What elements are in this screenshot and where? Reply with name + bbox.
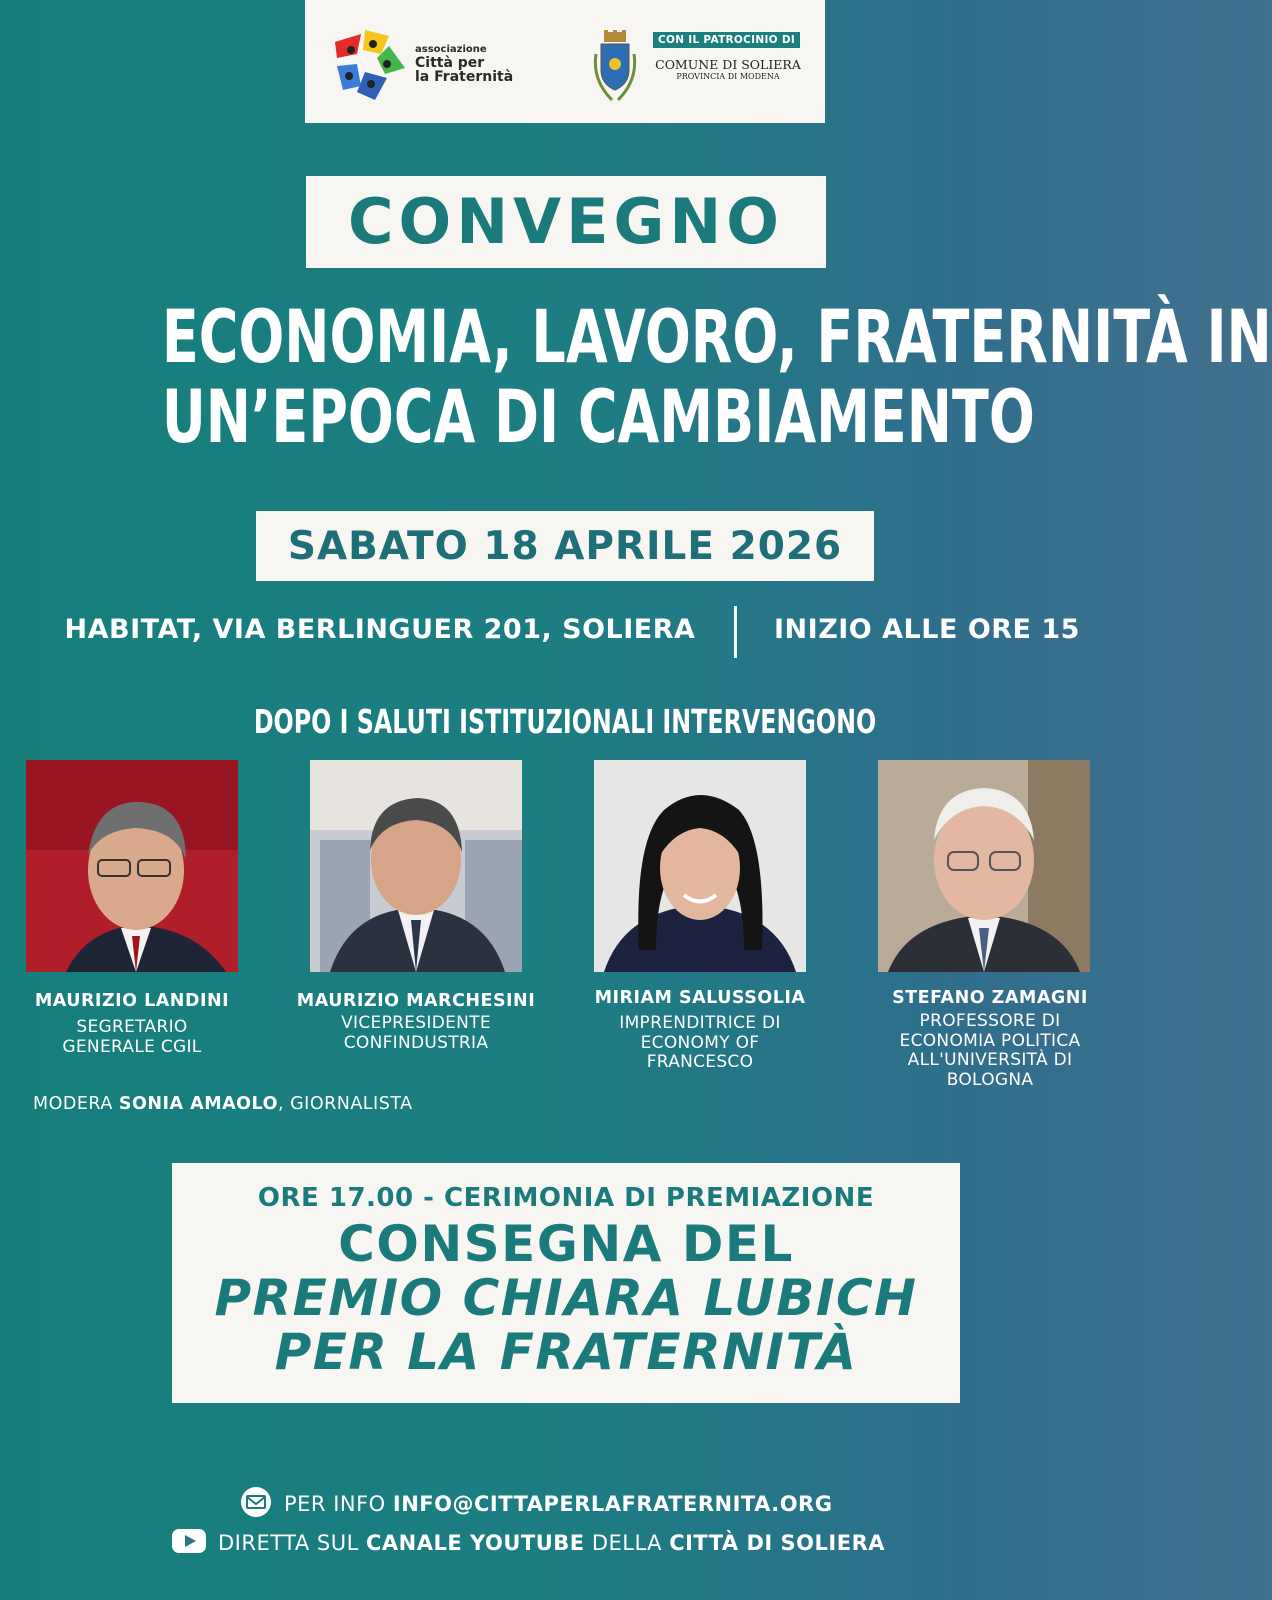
patronage-badge: CON IL PATROCINIO DI	[653, 32, 800, 48]
event-date-box	[256, 511, 874, 581]
moderator-name: SONIA AMAOLO	[118, 1094, 278, 1114]
speaker-name: MAURIZIO MARCHESINI	[296, 991, 536, 1011]
moderator-prefix: MODERA	[33, 1094, 113, 1114]
live-middle: DELLA	[591, 1531, 663, 1555]
event-title	[161, 295, 1272, 460]
livestream-line	[172, 1526, 932, 1560]
live-prefix: DIRETTA SUL	[218, 1531, 359, 1555]
live-city: CITTÀ DI SOLIERA	[669, 1531, 885, 1555]
speaker-role	[291, 1014, 541, 1053]
award-prize-line2: PER LA FRATERNITÀ	[274, 1323, 858, 1381]
speakers-heading: DOPO I SALUTI ISTITUZIONALI INTERVENGONO	[253, 702, 877, 741]
event-location: HABITAT, VIA BERLINGUER 201, SOLIERA	[64, 614, 696, 645]
speaker-role-line: CONFINDUSTRIA	[343, 1032, 489, 1053]
speaker-role	[575, 1014, 825, 1073]
speaker-role-line: ECONOMY OF	[640, 1032, 760, 1053]
speaker-role-line: BOLOGNA	[946, 1069, 1034, 1090]
event-type-box	[306, 176, 826, 268]
speaker-role-line: SEGRETARIO	[76, 1017, 188, 1037]
award-box	[172, 1163, 960, 1403]
speaker-photo-salussolia	[594, 760, 806, 972]
award-title: CONSEGNA DEL	[338, 1215, 794, 1273]
award-prize-line1: PREMIO CHIARA LUBICH	[214, 1269, 918, 1327]
coat-of-arms-icon	[590, 30, 640, 110]
event-date: SABATO 18 APRILE 2026	[287, 523, 843, 569]
speaker-role-line: ALL'UNIVERSITÀ DI	[907, 1050, 1073, 1070]
award-prize	[172, 1271, 960, 1379]
info-line	[240, 1487, 880, 1521]
speaker-role-line: ECONOMIA POLITICA	[899, 1030, 1081, 1051]
speaker-name: MAURIZIO LANDINI	[34, 991, 230, 1011]
event-title-line1: ECONOMIA, LAVORO, FRATERNITÀ IN	[161, 295, 1272, 380]
speaker-photo-landini	[26, 760, 238, 972]
speaker-role	[7, 1018, 257, 1057]
association-logo-icon	[327, 24, 407, 104]
speaker-photo-zamagni	[878, 760, 1090, 972]
association-line1: associazione	[415, 44, 487, 55]
speaker-name: STEFANO ZAMAGNI	[892, 988, 1088, 1008]
speaker-photo-marchesini	[310, 760, 522, 972]
award-time: ORE 17.00 - CERIMONIA DI PREMIAZIONE	[257, 1183, 875, 1213]
event-type: CONVEGNO	[348, 185, 784, 258]
province-name: PROVINCIA DI MODENA	[676, 72, 780, 81]
event-start-time: INIZIO ALLE ORE 15	[774, 614, 1080, 645]
contact-email[interactable]: INFO@CITTAPERLAFRATERNITA.ORG	[392, 1492, 833, 1516]
moderator	[33, 1094, 413, 1114]
speaker-role-line: PROFESSORE DI	[919, 1011, 1061, 1031]
speaker-role-line: VICEPRESIDENTE	[341, 1013, 491, 1033]
header-logo-box	[305, 0, 825, 123]
event-title-line2: UN’EPOCA DI CAMBIAMENTO	[161, 375, 1035, 460]
speaker-role	[865, 1012, 1115, 1090]
email-icon	[240, 1486, 272, 1523]
location-divider	[734, 606, 737, 658]
municipality-name: COMUNE DI SOLIERA	[655, 57, 801, 72]
speaker-name: MIRIAM SALUSSOLIA	[594, 988, 806, 1008]
youtube-channel-link[interactable]: CANALE YOUTUBE	[366, 1531, 585, 1555]
association-line2: Città per	[415, 55, 485, 71]
youtube-icon	[172, 1529, 206, 1558]
association-line3: la Fraternità	[415, 69, 514, 85]
info-prefix: PER INFO	[284, 1492, 386, 1516]
speaker-role-line: IMPRENDITRICE DI	[619, 1013, 781, 1033]
association-name	[415, 44, 535, 84]
speaker-role-line: FRANCESCO	[646, 1052, 754, 1072]
moderator-role: , GIORNALISTA	[277, 1094, 413, 1114]
speaker-role-line: GENERALE CGIL	[62, 1036, 202, 1057]
